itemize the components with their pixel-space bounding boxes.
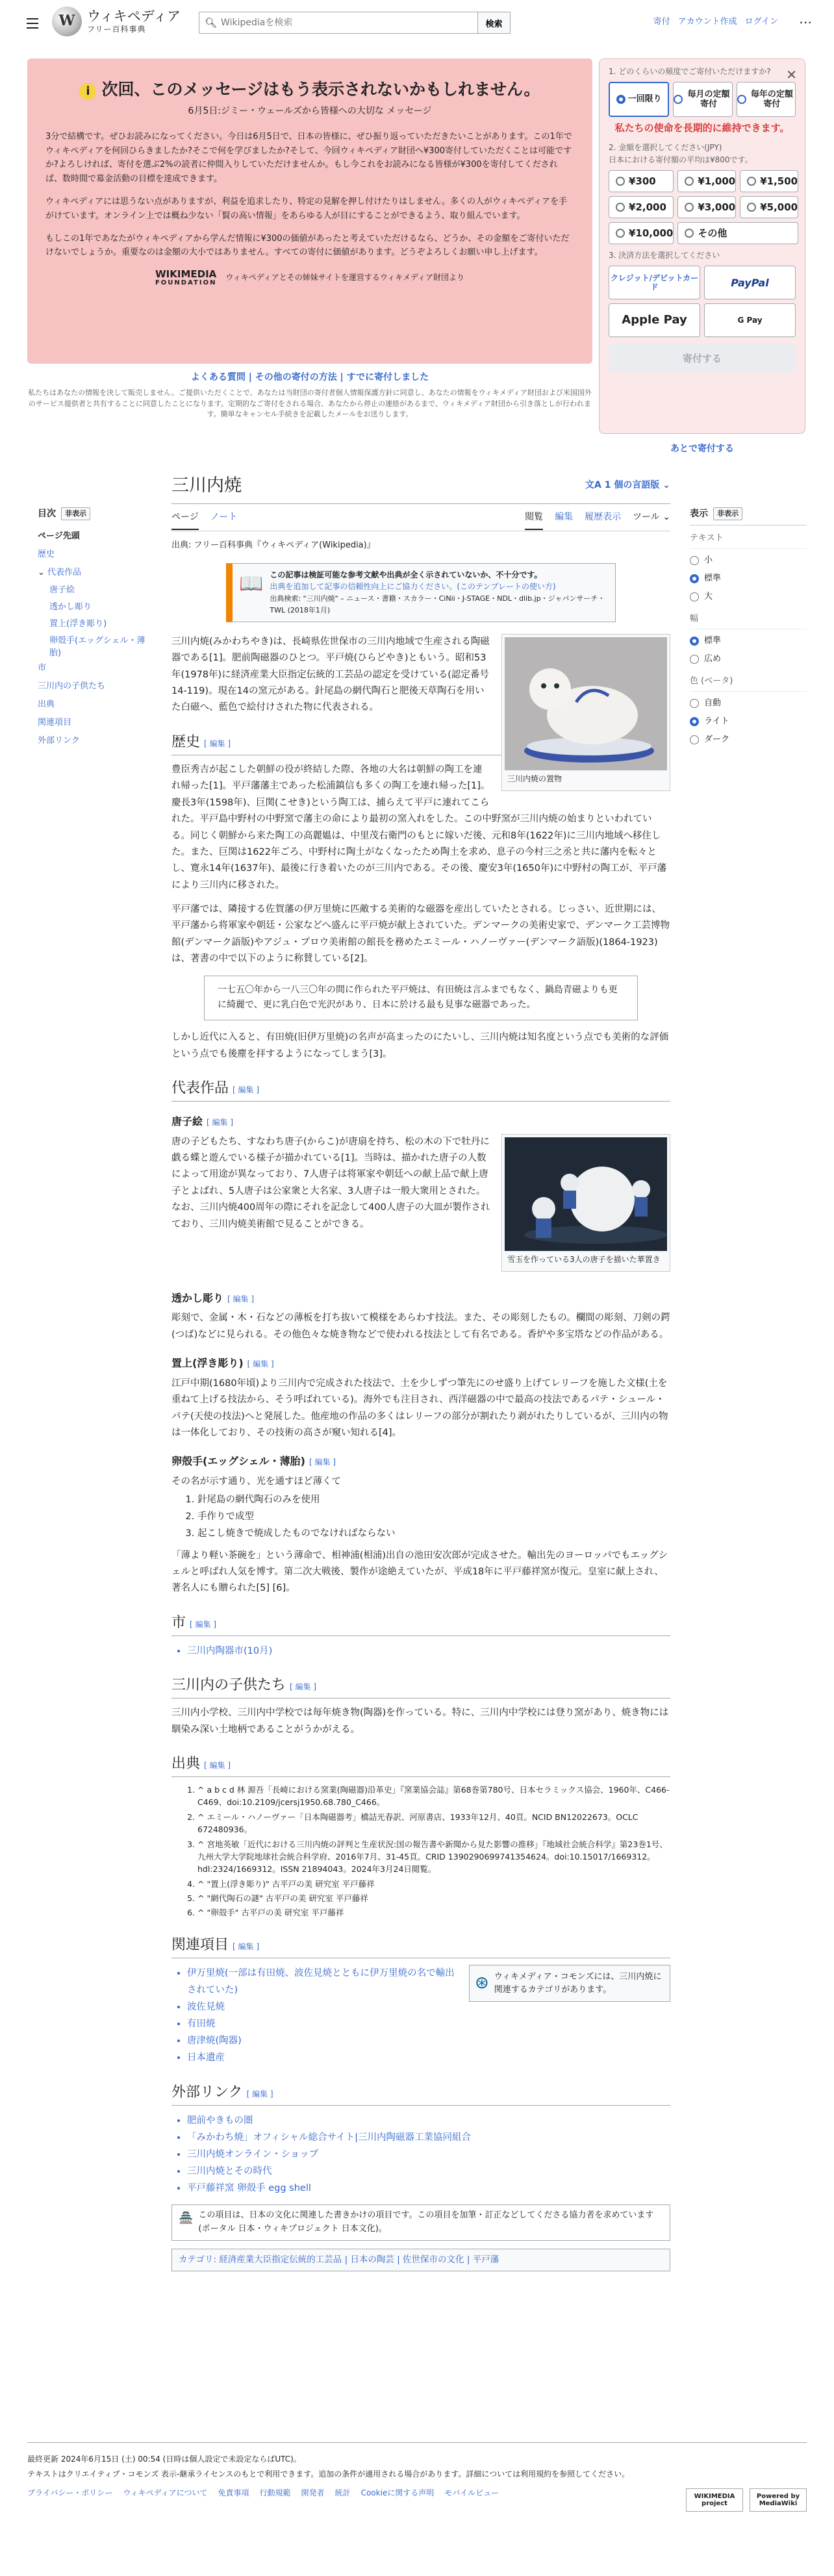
fundraising-banner bbox=[27, 58, 805, 454]
list-item[interactable]: • 伊万里焼(一部は有田焼、波佐見焼とともに伊万里焼の名で輸出されていた) bbox=[187, 1965, 670, 1999]
width-wide[interactable]: 広め bbox=[690, 650, 807, 668]
figure-ornament bbox=[501, 634, 670, 791]
heading-karako: 唐子絵 bbox=[171, 1115, 203, 1128]
frequency-question: 1. どのくらいの頻度でご寄付いただけますか? bbox=[609, 67, 771, 76]
commons-text[interactable]: ウィキメディア・コモンズには、三川内焼に関連するカテゴリがあります。 bbox=[494, 1972, 662, 1995]
list-item: 2. 手作りで成型 bbox=[197, 1508, 670, 1525]
frequency-once[interactable]: 一回限り bbox=[609, 82, 669, 117]
pay-apple-button[interactable]: Apple Pay bbox=[609, 303, 700, 337]
mediawiki-badge[interactable]: Powered by MediaWiki bbox=[750, 2488, 807, 2512]
toc-item-works[interactable]: 代表作品 bbox=[47, 568, 82, 578]
login-link[interactable]: ログイン bbox=[744, 17, 778, 27]
heading-kids: 三川内の子供たち bbox=[171, 1676, 286, 1693]
mission-text: 私たちの使命を長期的に維持できます。 bbox=[614, 122, 790, 134]
edit-section-sukashi[interactable]: [ 編集 ] bbox=[227, 1294, 255, 1304]
appearance-panel bbox=[690, 507, 807, 749]
wmf-text: ウィキペディアとその姉妹サイトを運営するウィキメディア財団より bbox=[225, 273, 465, 283]
payment-question: 3. 決済方法を選択してください bbox=[609, 251, 720, 260]
list-item[interactable]: • 有田焼 bbox=[187, 2015, 670, 2032]
article bbox=[171, 472, 670, 2271]
list-item[interactable]: • 波佐見焼 bbox=[187, 1999, 670, 2015]
heading-external: 外部リンク bbox=[171, 2084, 243, 2101]
text-size-standard[interactable]: 標準 bbox=[690, 570, 807, 588]
figure-karako bbox=[501, 1134, 670, 1272]
close-icon[interactable]: ✕ bbox=[786, 67, 797, 82]
wikimedia-foundation-logo: WIKIMEDIA FOUNDATION bbox=[155, 268, 217, 287]
amount-1500[interactable]: ¥1,500 bbox=[740, 170, 798, 192]
banner-title: 次回、このメッセージはもう表示されないかもしれません。 bbox=[101, 80, 540, 99]
color-light[interactable]: ライト bbox=[690, 713, 807, 731]
amount-300[interactable]: ¥300 bbox=[609, 170, 674, 192]
toc-item-rankaku[interactable]: 卵殻手(エッグシェル・薄胎) bbox=[49, 636, 145, 658]
tab-read[interactable]: 閲覧 bbox=[525, 510, 543, 529]
banner-privacy-note: 私たちはあなたの情報を決して販売しません。ご提供いただくことで、あなたは当財団の寄付者個人情報保護方針に同意し、あなたの情報をウィキメディア財団および米国国外のサービス提供者と共有することに同意したことになります。定期的なご寄付をされる場合、あなたから停止の連絡があるまで、ウィキメディア財団から引き落としが行われます。簡単なキャンセル手続きを記載したメールをお送りします。 bbox=[28, 388, 592, 418]
edit-section-city[interactable]: [ 編集 ] bbox=[190, 1619, 217, 1629]
commons-box bbox=[469, 1965, 670, 2002]
text-size-small[interactable]: 小 bbox=[690, 551, 807, 570]
quote-block: 一七五〇年から一八三〇年の間に作られた平戸焼は、有田焼は言ふまでもなく、鍋島青磁よりも更に綺麗で、更に乳白色で光沢があり、日本に於ける最も見事な磁器であった。 bbox=[204, 976, 638, 1021]
list-item[interactable]: • 平戸藤祥窯 卵殻手 egg shell bbox=[187, 2180, 670, 2197]
list-item: 1. 針尾島の網代陶石のみを使用 bbox=[197, 1491, 670, 1508]
heading-refs: 出典 bbox=[171, 1755, 201, 1772]
text-size-label: テキスト bbox=[690, 532, 807, 549]
amount-question: 2. 金額を選択してください(JPY) bbox=[609, 142, 722, 152]
heading-rankaku: 卵殻手(エッグシェル・薄胎) bbox=[171, 1455, 305, 1468]
table-of-contents bbox=[38, 507, 155, 750]
reference-item: 2. ^ エミール・ハノーヴァー「日本陶磁器考」橋詰光春訳、河原書店、1933年12月、40頁。NCID BN12022673。OCLC 672480936。 bbox=[197, 1811, 670, 1836]
edit-section-external[interactable]: [ 編集 ] bbox=[246, 2089, 273, 2099]
search-form bbox=[199, 12, 511, 34]
stub-icon: 🏯 bbox=[179, 2211, 194, 2225]
amount-5000[interactable]: ¥5,000 bbox=[740, 196, 798, 218]
footer-link-mobile[interactable]: モバイルビュー bbox=[444, 2488, 499, 2497]
list-item[interactable]: • 日本遺産 bbox=[187, 2049, 670, 2066]
stub-text: この項目は、日本の文化に関連した書きかけの項目です。この項目を加筆・訂正などしてくださる協力者を求めています(ポータル 日本・ウィキプロジェクト 日本文化)。 bbox=[198, 2210, 654, 2234]
figure-image-karako[interactable] bbox=[505, 1137, 667, 1251]
last-updated: 最終更新 2024年6月15日 (土) 00:54 (日時は個人設定で未設定ならばUTC)。 bbox=[27, 2455, 301, 2464]
chevron-down-icon[interactable]: ⌄ bbox=[38, 568, 45, 578]
commons-icon: ⊛ bbox=[475, 1973, 489, 1993]
list-item[interactable]: • 「みかわち焼」オフィシャル総合サイト|三川内陶磁器工業協同組合 bbox=[187, 2129, 670, 2146]
tab-page[interactable]: ページ bbox=[171, 510, 199, 529]
history-paragraph-2: 平戸藩では、隣接する佐賀藩の伊万里焼に匹敵する美術的な磁器を産出していたとされる。じっさい、近世期には、平戸藩から将軍家や朝廷・公家などへ盛んに平戸焼が献上されていた。デンマークの美術史家で、デンマーク工芸博物館(デンマーク語版)やアジュ・プロウ美術館の館長を務めたエミール・ハノーヴァー(デンマーク語版)(1864-1923)は、著書の中で以下のように称賛している[2]。 bbox=[171, 904, 670, 965]
amount-1000[interactable]: ¥1,000 bbox=[677, 170, 736, 192]
search-input[interactable] bbox=[221, 18, 468, 28]
toc-item-history[interactable]: 歴史 bbox=[38, 549, 55, 560]
donate-later-link[interactable]: あとで寄付する bbox=[670, 444, 734, 454]
toc-item-okiage[interactable]: 置上(浮き彫り) bbox=[49, 619, 107, 629]
footer-link-developers[interactable]: 開発者 bbox=[301, 2488, 325, 2497]
figure-caption-karako: 雪玉を作っている3人の唐子を描いた華置き bbox=[507, 1254, 661, 1264]
edit-section-okiage[interactable]: [ 編集 ] bbox=[247, 1359, 274, 1369]
donate-button[interactable]: 寄付する bbox=[609, 344, 796, 372]
banner-text-1: 3分で結構です。ぜひお読みになってください。今日は6月5日で、日本の皆様に、ぜひ振り返っていただきたいことがあります。この1年でウィキペディアを何回ひらきましたか?そこで何を学びましたか?そして、今回ウィキペディア財団へ¥300寄付していただくことは可能ですか?よろしければ、寄付を選ぶ2%の読者に仲間入りしていただけませんか。もし今これをお読みになる皆様が¥300を寄付してくだされば、数時間で募金活動の目標を達成できます。 bbox=[45, 132, 572, 184]
amount-other[interactable]: その他 bbox=[677, 222, 798, 244]
history-paragraph-3: しかし近代に入ると、有田焼(旧伊万里焼)の名声が高まったのにたいし、三川内焼は知名度という点でも美術的な評価という点でも後塵を拝するようになってしまう[3]。 bbox=[171, 1032, 669, 1059]
amount-note: 日本における寄付額の平均は¥800です。 bbox=[609, 155, 753, 164]
pay-google-button[interactable]: G Pay bbox=[704, 303, 796, 337]
heading-okiage: 置上(浮き彫り) bbox=[171, 1357, 244, 1370]
appearance-hide-button[interactable]: 非表示 bbox=[713, 507, 742, 520]
history-paragraph-1: 豊臣秀吉が起こした朝鮮の役が終結した際、各地の大名は朝鮮の陶工を連れ帰った[1]。平戸藩藩主であった松浦鎮信も多くの陶工を連れ帰った[1]。慶長3年(1598年)、巨関(こせき)という陶工は、捕らえて平戸に連れてこられた。平戸島中野村の中野窯で藩主の命により最初の窯入れをした。この中野窯が三川内焼の始まりといわれている。同じく朝鮮から来た陶工の高麗媼は、中里茂右衛門のもとに嫁いだ後、元和8年(1622年)に三川内地域へ移住した。また、巨関は1622年ごろ、中野村に陶土がなくなったため陶土を求め、息子の今村三之丞と共に藩内を転々とし、寛永14年(1637年)、最後に行き着いたのが三川内である。その後、慶安3年(1650年)に中野村の陶工が、平戸藩により三川内に移された。 bbox=[171, 764, 667, 890]
donation-form bbox=[599, 58, 805, 434]
toc-item-kids[interactable]: 三川内の子供たち bbox=[38, 681, 106, 691]
tab-talk[interactable]: ノート bbox=[210, 512, 238, 523]
site-logo[interactable] bbox=[52, 6, 181, 36]
banner-text-2: ウィキペディアには思うない点がありますが、利益を追求したり、特定の見解を押し付けたりはしません。多くの人がウィキペディアを手がけています。オンライン上では概ね少ない「賢の高い情報」をあらゆる人が目にすることができるよう、取り組んでいます。 bbox=[45, 197, 568, 221]
color-auto[interactable]: 自動 bbox=[690, 694, 807, 713]
toc-item-external[interactable]: 外部リンク bbox=[38, 735, 80, 746]
toc-item-sukashi[interactable]: 透かし彫り bbox=[49, 602, 92, 612]
license-text: テキストはクリエイティブ・コモンズ 表示-継承ライセンスのもとで利用できます。追加の条件が適用される場合があります。詳細については利用規約を参照してください。 bbox=[27, 2469, 630, 2479]
figure-image-ornament[interactable] bbox=[505, 637, 667, 770]
book-icon: 📖 bbox=[239, 572, 264, 595]
amount-10000[interactable]: ¥10,000 bbox=[609, 222, 674, 244]
more-icon[interactable]: ⋯ bbox=[799, 14, 812, 31]
list-item[interactable]: • 肥前やきもの圏 bbox=[187, 2112, 670, 2129]
notice-title: この記事は検証可能な参考文献や出典が全く示されていないか、不十分です。 bbox=[270, 570, 542, 579]
footer-link-cookie[interactable]: Cookieに関する声明 bbox=[360, 2488, 435, 2497]
info-icon: i bbox=[79, 83, 96, 100]
reference-item: 1. ^ a b c d 林 源吾「長崎における窯業(陶磁器)沿革史」『窯業協会誌』第68巻第780号、日本セラミックス協会、1960年、C466-C469、doi:10.2109/jcersj1950.68.780_C466。 bbox=[197, 1784, 670, 1809]
edit-section-history[interactable]: [ 編集 ] bbox=[204, 739, 231, 748]
main-menu-button[interactable] bbox=[22, 13, 43, 34]
reference-item: 3. ^ 宮地英敏「近代における三川内焼の評判と生産状況:国の報告書や新聞から見た影響の推移」『地域社会統合科学』第23巻1号、九州大学大学院地球社会統合科学府、2016年7月、31-45頁。CRID 1390290699741354624。doi:10.15017/1669312。hdl:2324/1669312。ISSN 21894043。2024年3月24日閲覧。 bbox=[197, 1838, 670, 1876]
text-size-large[interactable]: 大 bbox=[690, 588, 807, 606]
rankaku-lead: その名が示す通り、光を通すほど薄くて bbox=[171, 1476, 341, 1487]
search-button[interactable]: 検索 bbox=[478, 12, 511, 34]
amount-2000[interactable]: ¥2,000 bbox=[609, 196, 674, 218]
tools-dropdown[interactable]: ツール ⌄ bbox=[633, 512, 670, 523]
tab-history[interactable]: 履歴表示 bbox=[585, 512, 622, 523]
color-dark[interactable]: ダーク bbox=[690, 731, 807, 749]
toc-item-refs[interactable]: 出典 bbox=[38, 699, 55, 709]
donate-link[interactable]: 寄付 bbox=[653, 17, 670, 27]
rankaku-paragraph: 「薄より軽い茶碗を」という薄命で、相神浦(相浦)出自の池田安次郎が完成させた。輸出先のヨーロッパでもエッグシェルと呼ばれ人気を博す。第二次大戦後、製作が途絶えていたが、平成18年に平戸藤祥窯が復元。皇室に献上され、著名人にも贈られた[5] [6]。 bbox=[171, 1550, 668, 1594]
sukashi-paragraph: 彫刻で、金属・木・石などの薄板を打ち抜いて模様をあらわす技法。また、その彫刻したもの。欄間の彫刻、刀剣の鍔(つば)などに見られる。その他色々な焼き物などで使われる技法として有名である。香炉や多宝塔などの作品がある。 bbox=[171, 1313, 670, 1340]
page-title: 三川内焼 bbox=[171, 475, 242, 496]
site-sub: フリー百科事典 bbox=[87, 25, 146, 34]
toc-item-related[interactable]: 関連項目 bbox=[38, 717, 72, 727]
reference-item: 5. ^ "網代陶石の謎" 古平戸の美 研究室 平戸藤祥 bbox=[197, 1892, 670, 1904]
heading-city: 市 bbox=[171, 1614, 186, 1631]
heading-sukashi: 透かし彫り bbox=[171, 1291, 224, 1304]
translate-icon: 文A bbox=[585, 480, 601, 491]
notice-sources: 出典検索: "三川内焼" – ニュース・書籍・スカラー・CiNii・J-STAGE・NDL・dlib.jp・ジャパンサーチ・TWL (2018年1月) bbox=[270, 594, 605, 615]
toc-item-top[interactable]: ページ先頭 bbox=[38, 531, 80, 542]
language-button[interactable]: 文A 1 個の言語版 ⌄ bbox=[585, 480, 670, 491]
kids-paragraph: 三川内小学校、三川内中学校では毎年焼き物(陶器)を作っている。特に、三川内中学校には登り窯があり、焼き物には馴染み深い土地柄であることがうかがえる。 bbox=[171, 1708, 669, 1735]
footer-link-conduct[interactable]: 行動規範 bbox=[259, 2488, 291, 2497]
toc-hide-button[interactable]: 非表示 bbox=[61, 507, 90, 520]
frequency-monthly[interactable]: 毎月の定額寄付 bbox=[673, 82, 732, 117]
pay-paypal-button[interactable]: PayPal bbox=[704, 266, 796, 299]
reference-item: 4. ^ "置上(浮き彫り)" 古平戸の美 研究室 平戸藤祥 bbox=[197, 1878, 670, 1890]
category-box[interactable]: カテゴリ: 経済産業大臣指定伝統的工芸品 | 日本の陶芸 | 佐世保市の文化 | 平戸藩 bbox=[171, 2249, 670, 2272]
article-source: 出典: フリー百科事典『ウィキペディア(Wikipedia)』 bbox=[171, 540, 375, 551]
okiage-paragraph: 江戸中期(1680年頃)より三川内で完成された技法で、土を少しずつ筆先にのせ盛り上げてレリーフを施した文様(土を重ねて上げる技法から、そう呼ばれている)。海外でも注目され、西洋磁器の中で最高の技法であるパテ・シュール・パテ(天使の技法)へと発展した。他産地の作品の多くはレリーフの部分が割れたり剥がれたりしているが、三川内の物は一体化しており、その技術の高さが窺い知れる[4]。 bbox=[171, 1378, 668, 1438]
search-icon: 🔍︎ bbox=[205, 17, 218, 29]
header bbox=[0, 0, 834, 45]
heading-works: 代表作品 bbox=[171, 1080, 229, 1096]
wikipedia-globe-icon: W bbox=[52, 6, 82, 36]
wikimedia-badge[interactable]: WIKIMEDIA project bbox=[686, 2488, 743, 2512]
figure-caption-ornament: 三川内焼の置物 bbox=[507, 774, 562, 783]
edit-section-rankaku[interactable]: [ 編集 ] bbox=[309, 1458, 336, 1467]
rankaku-list bbox=[197, 1491, 670, 1542]
banner-links[interactable]: よくある質問 | その他の寄付の方法 | すでに寄付しました bbox=[190, 372, 429, 383]
list-item: 3. 起こし焼きで焼成したものでなければならない bbox=[197, 1525, 670, 1542]
create-account-link[interactable]: アカウント作成 bbox=[677, 17, 737, 27]
appearance-title: 表示 bbox=[690, 509, 708, 519]
tab-edit[interactable]: 編集 bbox=[555, 512, 574, 523]
footer-link-disclaimer[interactable]: 免責事項 bbox=[218, 2488, 249, 2497]
list-item[interactable]: • 唐津焼(陶器) bbox=[187, 2032, 670, 2049]
footer-link-privacy[interactable]: プライバシー・ポリシー bbox=[27, 2488, 113, 2497]
color-label: 色 (ベータ) bbox=[690, 675, 807, 692]
list-item[interactable]: • 三川内陶器市(10月) bbox=[187, 1643, 670, 1660]
toc-item-city[interactable]: 市 bbox=[38, 663, 47, 673]
width-standard[interactable]: 標準 bbox=[690, 632, 807, 650]
notice-body[interactable]: 出典を追加して記事の信頼性向上にご協力ください。(このテンプレートの使い方) bbox=[270, 581, 556, 591]
edit-section-refs[interactable]: [ 編集 ] bbox=[204, 1760, 231, 1770]
heading-history: 歴史 bbox=[171, 733, 201, 750]
edit-section-works[interactable]: [ 編集 ] bbox=[233, 1085, 260, 1094]
frequency-yearly[interactable]: 毎年の定額寄付 bbox=[737, 82, 796, 117]
toc-title: 目次 bbox=[38, 509, 56, 519]
edit-section-kids[interactable]: [ 編集 ] bbox=[290, 1682, 317, 1691]
notice-box bbox=[226, 563, 616, 622]
edit-section-related[interactable]: [ 編集 ] bbox=[233, 1941, 260, 1951]
banner-subtitle: 6月5日:ジミー・ウェールズから皆様への大切な メッセージ bbox=[188, 106, 432, 116]
footer-link-stats[interactable]: 統計 bbox=[335, 2488, 351, 2497]
karako-paragraph: 唐の子どもたち、すなわち唐子(からこ)が唐扇を持ち、松の木の下で牡丹に戯る蝶と遊んでいる様子が描かれている[1]。当時は、描かれた唐子の人数によって用途が異なっており、7人唐子は将軍家や朝廷への献上品で献上唐子とよばれ、5人唐子は公家衆と大名家、3人唐子は一般大衆用とされた。なお、三川内焼400周年の際にそれを記念して400人唐子の大皿が製作されており、三川内焼美術館で見ることができる。 bbox=[171, 1136, 490, 1230]
banner-text-3: もしこの1年であなたがウィキペディアから学んだ情報に¥300の価値があったと考えていただけるなら、どうか、その金額をご寄付いただけないでしょうか。重要なのは金額の大小ではありません。すべての寄付に価値があります。どうぞよろしくお願い申し上げます。 bbox=[45, 234, 570, 258]
footer-link-about[interactable]: ウィキペディアについて bbox=[123, 2488, 208, 2497]
intro-paragraph: 三川内焼(みかわちやき)は、長崎県佐世保市の三川内地域で生産される陶磁器である[1]。肥前陶磁器のひとつ。平戸焼(ひらどやき)ともいう。昭和53年(1978年)に経済産業大臣指定伝統的工芸品の認定を受けている(認定番号14-119)。現在14の窯元がある。針尾島の網代陶石と肥後天草陶石を用いた白磁へ、藍色で絵付けされた物に代表される。 bbox=[171, 636, 490, 713]
reference-item: 6. ^ "卵殻手" 古平戸の美 研究室 平戸藤祥 bbox=[197, 1906, 670, 1919]
width-label: 幅 bbox=[690, 612, 807, 629]
toc-item-karako[interactable]: 唐子絵 bbox=[49, 585, 75, 596]
references-list bbox=[197, 1784, 670, 1919]
site-name: ウィキペディア bbox=[87, 8, 181, 25]
pay-card-button[interactable]: クレジット/デビットカード bbox=[609, 266, 700, 299]
list-item[interactable]: • 三川内焼オンライン・ショップ bbox=[187, 2146, 670, 2163]
stub-navbox bbox=[171, 2204, 670, 2241]
list-item[interactable]: • 三川内焼とその時代 bbox=[187, 2163, 670, 2180]
edit-section-karako[interactable]: [ 編集 ] bbox=[207, 1118, 234, 1128]
heading-related: 関連項目 bbox=[171, 1936, 229, 1953]
amount-3000[interactable]: ¥3,000 bbox=[677, 196, 736, 218]
footer bbox=[27, 2442, 807, 2507]
